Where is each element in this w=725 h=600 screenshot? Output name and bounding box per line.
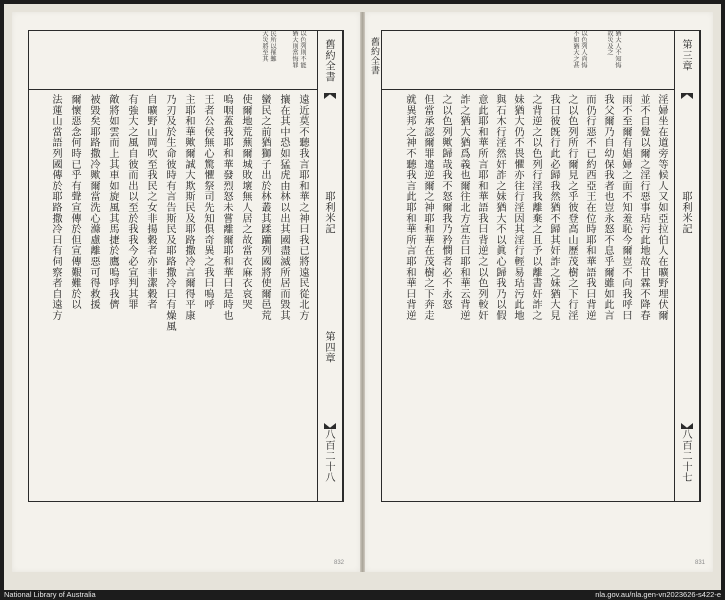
right-page-number: 八百二十七 [680, 429, 691, 483]
left-chapter: 第四章 [323, 331, 334, 364]
footer-library-name: National Library of Australia [4, 590, 96, 599]
left-book-name: 耶利米記 [323, 191, 334, 235]
right-page-frame [369, 30, 701, 502]
footer-bar [0, 590, 725, 600]
footer-url: nla.gov.au/nla.gen-vn2023626-s422-e [595, 590, 721, 599]
left-note-4: 大災將至其 [261, 30, 268, 62]
right-note-4: 不如猶大之甚 [572, 30, 579, 69]
left-col-10: 有強大之風自彼而出以至於我我今必宣判其罪 [126, 94, 137, 310]
left-body [29, 89, 317, 502]
right-col-1: 淫婦坐在道旁等候人又如亞拉伯人在曠野埋伏爾 [656, 94, 667, 321]
left-stamp: 832 [334, 560, 345, 566]
left-col-4: 使爾地荒蕪爾城敗壞無人居之故當衣麻衣哀哭 [240, 94, 251, 310]
left-note-1: 以色列則不能 [299, 30, 306, 69]
left-note-3: 民所以罹難 [269, 30, 276, 62]
right-page-fold-strip [674, 31, 700, 501]
right-note-3: 以色列人尚悔 [580, 30, 587, 69]
left-fold-mark-lower [324, 419, 336, 429]
right-col-10: 與石木行淫然奸詐之妹猶大不以眞心歸我乃以假 [494, 94, 505, 321]
left-col-13: 爾懷惡念何時已乎有聲宣傳於但宣傳艱難於以 [69, 94, 80, 310]
right-col-2: 並不自覺以爾之淫行惡事玷污此地故甘霖不降春 [638, 94, 649, 321]
left-page [12, 12, 360, 572]
left-col-6: 王者公侯無心驚懼祭司先知俱奇異之我曰嗚呼 [202, 94, 213, 310]
right-col-6: 之以色列所行爾見之乎彼登高山歷茂樹之下行淫 [566, 94, 577, 321]
right-col-3: 雨不至爾有娼婦之面不知羞恥今爾豈不向我呼曰 [620, 94, 631, 321]
right-col-14: 但當承認爾罪違逆爾之神耶和華在茂樹之下奔走 [422, 94, 433, 321]
right-fold-mark-lower [681, 419, 693, 429]
left-col-9: 自曠野山岡吹至我民之女非揚穀者亦非潔穀者 [145, 94, 156, 310]
right-col-13: 之以色列歟歸哉我不怒爾我乃矜憫者必不永怒 [440, 94, 451, 310]
right-col-9: 妹猶大仍不畏懼亦往行淫因其淫行輕易玷污此地 [512, 94, 523, 321]
right-fold-mark [681, 93, 693, 103]
right-col-8: 之背逆之以色列行淫我離棄之且予以離書奸詐之 [530, 94, 541, 321]
right-col-4: 我父爾乃自幼保我者也豈永怒不息乎爾雖如此言 [602, 94, 613, 321]
right-col-15: 就異邦之神不聽我言此耶和華所言耶和華曰背逆 [404, 94, 415, 321]
left-col-1: 遠近莫不聽我言耶和華之神曰我已將遠民從北方 [297, 94, 308, 321]
left-col-14: 法蓮山當語列國傳於耶路撒冷曰有伺察者自遠方 [50, 94, 61, 321]
right-col-11: 意此耶和華所言耶和華語我曰背逆之以色列較奸 [476, 94, 487, 321]
left-fold-mark [324, 93, 336, 103]
right-col-12: 詐之猶大猶爲義也爾往北方宣告曰耶和華云背逆 [458, 94, 469, 321]
left-col-11: 敵將如雲而上其車如旋風其馬捷於鷹嗚呼我儕 [107, 94, 118, 310]
right-col-5: 而仍行惡不已約西亞王在位時耶和華語我曰背逆 [584, 94, 595, 321]
right-body [382, 89, 674, 502]
left-col-2: 攘在其中恐如猛虎由林以出其國盡滅所居而毀其 [278, 94, 289, 321]
left-page-fold-strip [317, 31, 343, 501]
left-page-frame [28, 30, 344, 502]
right-col-7: 我曰彼旣行此必歸我然猶不歸其奸詐之妹猶大見 [548, 94, 559, 321]
right-note-1: 猶大人不知悔 [614, 30, 621, 69]
left-note-2: 猶大則當悔罪 [291, 30, 298, 69]
left-col-8: 乃刃及於生命彼時有言告斯民及耶路撒冷曰有燥風 [164, 94, 175, 332]
right-chapter: 第三章 [680, 39, 691, 72]
left-col-3: 蠻民之前猶獅子出於林叢其蹂躪列國將使爾邑荒 [259, 94, 270, 321]
right-note-2: 故災及之 [606, 30, 613, 56]
book-spread [4, 4, 721, 590]
right-book-name: 耶利米記 [680, 191, 691, 235]
left-col-12: 被毀矣耶路撒冷歟爾當洗心滌慮離惡可得救援 [88, 94, 99, 310]
left-page-number: 八百二十八 [323, 429, 334, 483]
left-col-5: 嗚咽蓋我耶和華發烈怒未嘗離爾耶和華曰是時也 [221, 94, 232, 321]
right-side-title: 舊約全書 [369, 37, 379, 76]
left-side-title: 舊約全書 [323, 39, 334, 83]
right-page [365, 12, 713, 572]
right-stamp: 831 [695, 560, 706, 566]
left-col-7: 主耶和華歟爾誠大欺斯民及耶路撒冷言爾得平康 [183, 94, 194, 321]
